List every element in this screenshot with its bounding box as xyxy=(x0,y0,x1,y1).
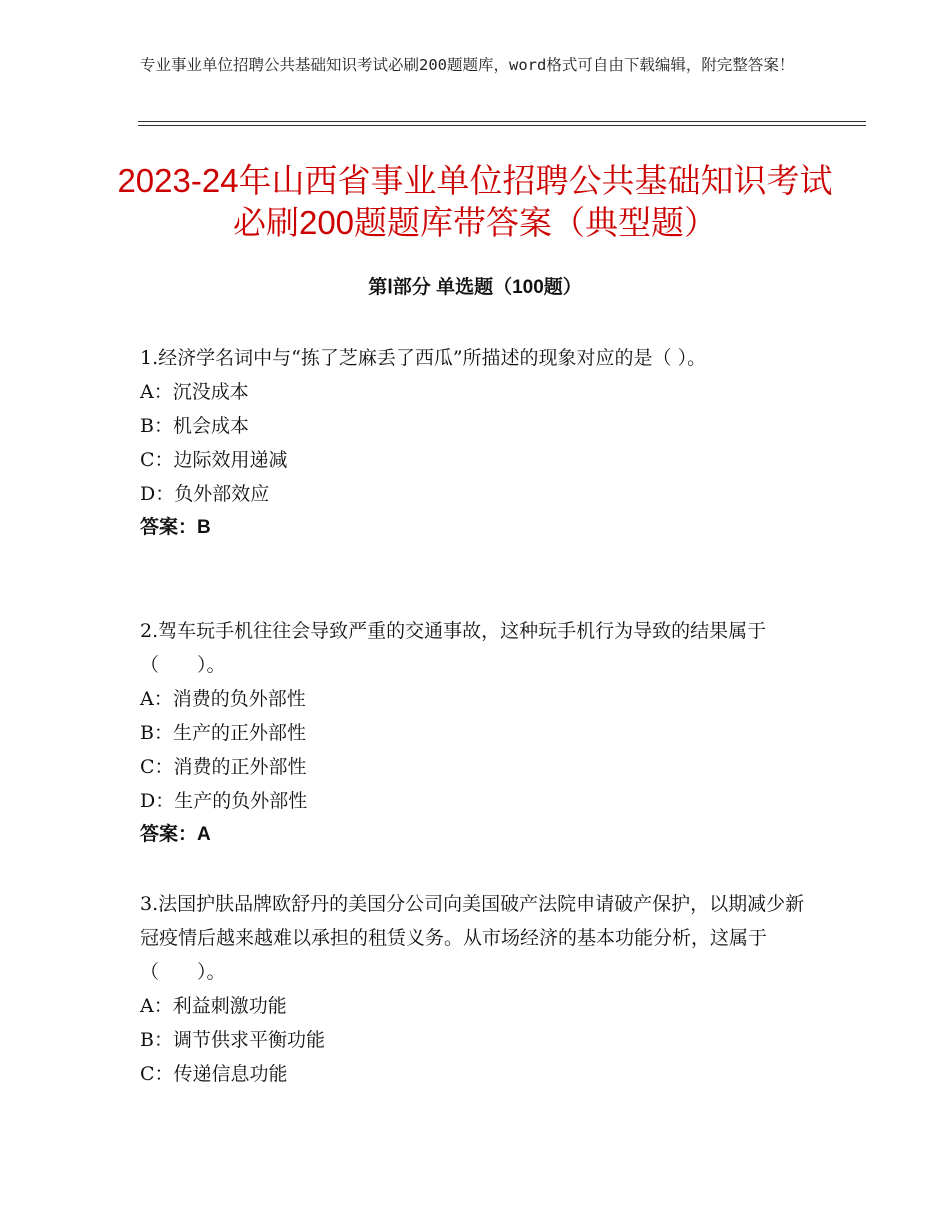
option-a: A：沉没成本 xyxy=(140,381,249,403)
option-b: B：调节供求平衡功能 xyxy=(140,1029,325,1051)
section-heading: 第Ⅰ部分 单选题（100题） xyxy=(368,277,582,298)
question-stem: 3.法国护肤品牌欧舒丹的美国分公司向美国破产法院申请破产保护，以期减少新冠疫情后越来越难以承担的租赁义务。从市场经济的基本功能分析，这属于（ ）。 xyxy=(140,893,805,983)
option-d: D：负外部效应 xyxy=(140,483,270,505)
answer: 答案：A xyxy=(140,824,211,845)
answer: 答案：B xyxy=(140,517,211,538)
question-stem: 2.驾车玩手机往往会导致严重的交通事故，这种玩手机行为导致的结果属于（ ）。 xyxy=(140,620,767,676)
header-note: 专业事业单位招聘公共基础知识考试必刷200题题库，word格式可自由下载编辑，附完整答案！ xyxy=(140,56,795,74)
document-title: 2023-24年山西省事业单位招聘公共基础知识考试必刷200题题库带答案（典型题） xyxy=(117,162,833,241)
option-c: C：传递信息功能 xyxy=(140,1063,288,1085)
option-b: B：生产的正外部性 xyxy=(140,722,306,744)
option-b: B：机会成本 xyxy=(140,415,249,437)
question-1 xyxy=(140,341,812,545)
header-rule-bottom xyxy=(138,125,866,126)
question-3 xyxy=(140,887,812,1091)
option-c: C：消费的正外部性 xyxy=(140,756,307,778)
option-a: A：消费的负外部性 xyxy=(140,688,306,710)
option-a: A：利益刺激功能 xyxy=(140,995,287,1017)
option-c: C：边际效用递减 xyxy=(140,449,288,471)
header-rule-top xyxy=(138,121,866,122)
option-d: D：生产的负外部性 xyxy=(140,790,308,812)
question-stem: 1.经济学名词中与“拣了芝麻丢了西瓜”所描述的现象对应的是（ ）。 xyxy=(140,347,707,369)
question-2 xyxy=(140,614,812,852)
